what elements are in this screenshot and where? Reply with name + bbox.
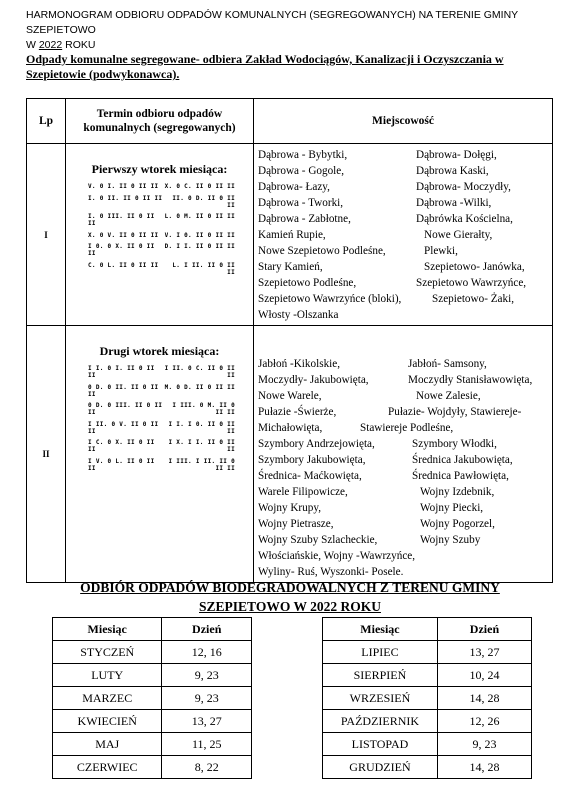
month-days: 9, 23 (162, 687, 252, 710)
section-heading: Odpady komunalne segregowane- odbiera Zakład Wodociągów, Kanalizacji i Oczyszczania w Szepietowie (podwykonawca). (26, 52, 504, 81)
month-row (323, 641, 532, 664)
locality-name: Wojny Izdebnik, (420, 486, 495, 498)
locality-name: Szepietowo- Żaki, (432, 293, 515, 305)
locality-name: Nowe Gierałty, (424, 229, 493, 241)
month-row (53, 687, 252, 710)
date-item: X. 0 C. II 0 II II (164, 183, 235, 190)
date-item: I II. 0 V. II 0 II II (88, 420, 159, 435)
month-name: STYCZEŃ (53, 641, 162, 664)
document-title-line1: HARMONOGRAM ODBIORU ODPADÓW KOMUNALNYCH (SEGREGOWANYCH) NA TERENIE GMINY SZEPIETOWO (26, 9, 518, 36)
date-list (88, 365, 239, 472)
locality-line (258, 259, 548, 275)
locality-name: Wojny Pietrasze, (258, 518, 334, 530)
schedule-header-row (27, 99, 553, 144)
locality-name: Dąbrowa- Łazy, (258, 181, 330, 193)
month-days: 13, 27 (162, 710, 252, 733)
locality-name: Szymbory Jakubowięta, (258, 454, 366, 466)
locality-header: Miejscowość (254, 99, 553, 144)
locality-line (258, 211, 548, 227)
locality-name: Szepietowo Podleśne, (258, 277, 357, 289)
month-days: 12, 26 (437, 710, 531, 733)
date-item: 0 D. 0 II. II 0 II II (88, 383, 159, 398)
locality-name: Szymbory Andrzejowięta, (258, 438, 375, 450)
locality-line (258, 179, 548, 195)
locality-name: Szepietowo- Janówka, (424, 261, 525, 273)
date-item: X. 0 V. II 0 II II (88, 231, 159, 239)
locality-name: Wyliny- Ruś, Wyszonki- Posele. (258, 566, 404, 578)
date-item: I. 0 II. II 0 II II (88, 194, 163, 202)
locality-line (258, 163, 548, 179)
month-name: CZERWIEC (53, 756, 162, 779)
lp-header: Lp (27, 99, 66, 144)
biodegradable-heading-line1: ODBIÓR ODPADÓW BIODEGRADOWALNYCH Z TERENU GMINY (80, 580, 500, 595)
title-year: 2022 (38, 39, 63, 51)
locality-name: Wojny Pogorzel, (420, 518, 495, 530)
day-column-header: Dzień (437, 618, 531, 641)
month-name: WRZESIEŃ (323, 687, 438, 710)
month-header-row (323, 618, 532, 641)
locality-name: Dąbrówka Kościelna, (416, 213, 513, 225)
month-name: SIERPIEŃ (323, 664, 438, 687)
schedule-row-1 (27, 144, 553, 326)
locality-name: Pułazie -Świerże, (258, 406, 337, 418)
month-row (53, 664, 252, 687)
month-header-row (53, 618, 252, 641)
locality-name: Dąbrowa - Bybytki, (258, 149, 348, 161)
locality-name: Nowe Szepietowo Podleśne, (258, 245, 386, 257)
month-name: MAJ (53, 733, 162, 756)
locality-name: Włościańskie, Wojny -Wawrzyńce, (258, 550, 416, 562)
lp-cell: II (27, 326, 66, 583)
date-item: I I. 0 I. II 0 II II (88, 365, 155, 379)
locality-name: Warele Filipowicze, (258, 486, 348, 498)
month-row (323, 710, 532, 733)
locality-line (258, 147, 548, 163)
locality-name: Wojny Krupy, (258, 502, 322, 514)
locality-name: Szepietowo Wawrzyńce, (416, 277, 527, 289)
locality-line (258, 500, 548, 516)
locality-name: Dąbrowa- Moczydły, (416, 181, 511, 193)
month-row (53, 733, 252, 756)
locality-line (258, 195, 548, 211)
locality-name: Pułazie- Wojdyły, Stawiereje- (388, 406, 522, 418)
biodegradable-table-left (52, 617, 252, 779)
locality-name: Moczydły Stanisławowięta, (408, 374, 533, 386)
date-item: 0 D. 0 III. II 0 II II (88, 402, 163, 416)
locality-name: Wojny Szuby (420, 534, 481, 546)
locality-name: Wojny Piecki, (420, 502, 484, 514)
term-cell (66, 326, 254, 583)
schedule-row-2 (27, 326, 553, 583)
locality-name: Michałowięta, (258, 422, 323, 434)
locality-name: Jabłoń -Kikolskie, (258, 358, 341, 370)
locality-line (258, 452, 548, 468)
locality-name: Średnica- Maćkowięta, (258, 470, 362, 482)
locality-name: Dąbrowa -Wilki, (416, 197, 492, 209)
biodegradable-heading (40, 578, 540, 616)
date-item: I V. 0 L. II 0 II II (88, 457, 155, 472)
date-item: V. I 0. II 0 II II (164, 231, 235, 239)
term-title: Drugi wtorek miesiąca: (99, 344, 220, 358)
locality-line (258, 532, 548, 548)
biodegradable-heading-line2: SZEPIETOWO W 2022 ROKU (199, 599, 381, 614)
locality-name: Szymbory Włodki, (412, 438, 497, 450)
term-header: Termin odbioru odpadów komunalnych (segregowanych) (66, 99, 254, 144)
locality-name: Dąbrowa - Zabłotne, (258, 213, 351, 225)
date-item: C. 0 L. II 0 II II (88, 261, 159, 269)
locality-name: Stary Kamień, (258, 261, 323, 273)
date-item: M. 0 D. II 0 II II (164, 383, 235, 391)
month-name: LIPIEC (323, 641, 438, 664)
locality-name: Dąbrowa - Gogole, (258, 165, 345, 177)
month-row (323, 733, 532, 756)
locality-line (258, 291, 548, 307)
locality-line (258, 227, 548, 243)
locality-name: Stawiereje Podleśne, (360, 422, 454, 434)
month-days: 9, 23 (162, 664, 252, 687)
month-days: 13, 27 (437, 641, 531, 664)
month-column-header: Miesiąc (53, 618, 162, 641)
date-item: I C. 0 X. II 0 II II (88, 439, 155, 453)
locality-name: Dąbrowa- Dołęgi, (416, 149, 497, 161)
locality-cell (254, 326, 553, 583)
month-name: LUTY (53, 664, 162, 687)
date-item: D. I I. II 0 II II (164, 243, 235, 250)
locality-line (258, 243, 548, 259)
schedule-table (26, 98, 553, 583)
locality-name: Średnica Jakubowięta, (412, 454, 513, 466)
month-days: 14, 28 (437, 687, 531, 710)
locality-line (258, 356, 548, 372)
locality-name: Wojny Szuby Szlacheckie, (258, 534, 378, 546)
locality-line (258, 275, 548, 291)
month-row (53, 756, 252, 779)
locality-name: Nowe Warele, (258, 390, 322, 402)
date-item: I III. 0 M. II 0 II II (172, 402, 235, 416)
date-item: L. I II. II 0 II II (172, 261, 235, 276)
date-item: I III. I II. II 0 II II (168, 457, 235, 472)
locality-name: Dąbrowa - Tworki, (258, 197, 344, 209)
locality-name: Kamień Rupie, (258, 229, 326, 241)
month-row (323, 687, 532, 710)
locality-name: Szepietowo Wawrzyńce (bloki), (258, 293, 402, 305)
document-title-line2 (26, 38, 566, 53)
locality-name: Średnica Pawłowięta, (412, 470, 509, 482)
locality-name: Nowe Zalesie, (416, 390, 481, 402)
month-name: LISTOPAD (323, 733, 438, 756)
month-days: 10, 24 (437, 664, 531, 687)
date-list (88, 183, 239, 276)
locality-name: Plewki, (424, 245, 458, 257)
locality-line (258, 468, 548, 484)
month-name: MARZEC (53, 687, 162, 710)
month-days: 8, 22 (162, 756, 252, 779)
locality-name: Włosty -Olszanka (258, 309, 339, 321)
locality-line (258, 372, 548, 388)
locality-name: Dąbrowa Kaski, (416, 165, 489, 177)
locality-line (258, 436, 548, 452)
date-item: L. 0 M. II 0 II II (164, 213, 235, 220)
date-item: I 0. 0 X. II 0 II II (88, 243, 155, 257)
locality-cell (254, 144, 553, 326)
month-row (53, 641, 252, 664)
date-item: V. 0 I. II 0 II II (88, 183, 159, 190)
biodegradable-table-right (322, 617, 532, 779)
title-suffix: ROKU (62, 39, 96, 51)
month-row (53, 710, 252, 733)
date-item: I. 0 III. II 0 II II (88, 213, 155, 227)
day-column-header: Dzień (162, 618, 252, 641)
date-item: I X. I I. II 0 II II (168, 439, 235, 453)
date-item: I I. I 0. II 0 II II (168, 420, 235, 435)
month-days: 14, 28 (437, 756, 531, 779)
month-days: 12, 16 (162, 641, 252, 664)
month-name: PAŹDZIERNIK (323, 710, 438, 733)
month-days: 9, 23 (437, 733, 531, 756)
month-name: KWIECIEŃ (53, 710, 162, 733)
locality-name: Jabłoń- Samsony, (408, 358, 487, 370)
document-title (26, 8, 566, 53)
lp-cell: I (27, 144, 66, 326)
locality-line (258, 404, 548, 420)
locality-name: Moczydły- Jakubowięta, (258, 374, 369, 386)
month-row (323, 664, 532, 687)
month-days: 11, 25 (162, 733, 252, 756)
date-item: I II. 0 C. II 0 II II (164, 365, 235, 379)
locality-line (258, 516, 548, 532)
term-cell (66, 144, 254, 326)
term-title: Pierwszy wtorek miesiąca: (91, 162, 228, 176)
month-row (323, 756, 532, 779)
locality-line (258, 388, 548, 404)
month-column-header: Miesiąc (323, 618, 438, 641)
month-name: GRUDZIEŃ (323, 756, 438, 779)
locality-line (258, 420, 548, 436)
date-item: II. 0 D. II 0 II II (172, 194, 235, 209)
locality-line (258, 484, 548, 500)
title-prefix: W (26, 39, 39, 51)
